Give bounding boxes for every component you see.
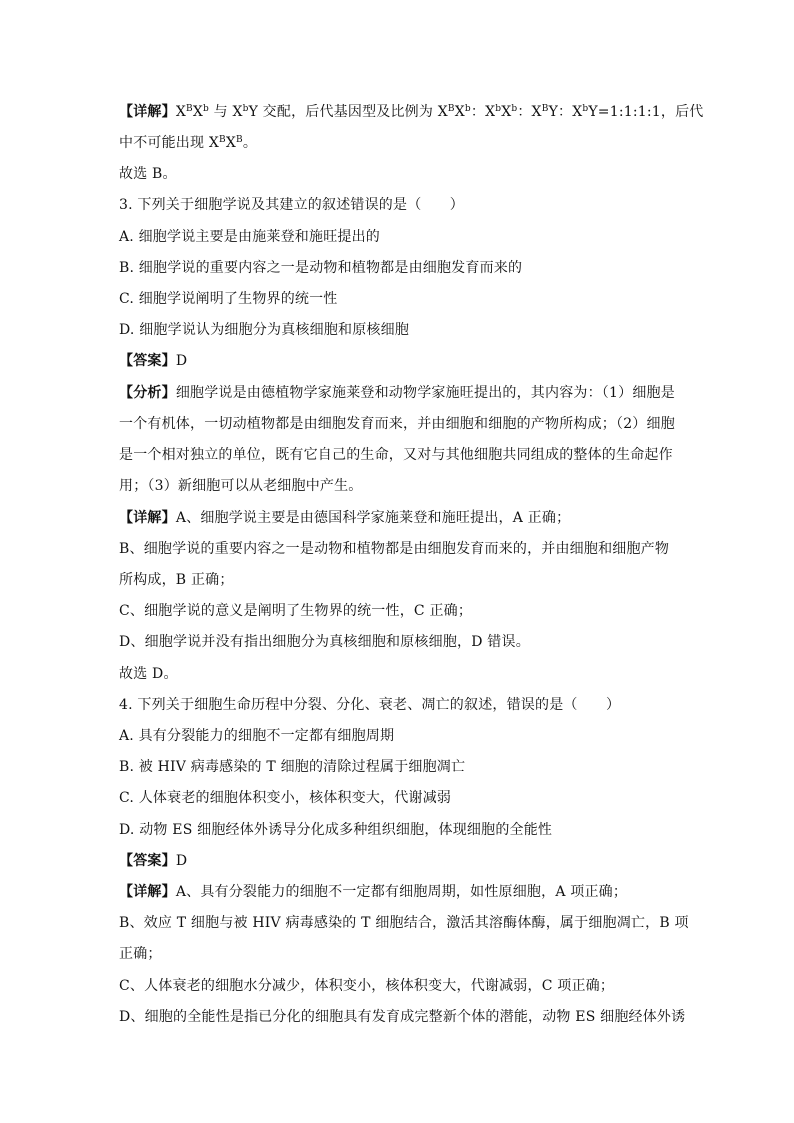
q3-detail-line-5: D、细胞学说并没有指出细胞分为真核细胞和原核细胞，D 错误。 (119, 634, 530, 650)
q3-option-d: D. 细胞学说认为细胞分为真核细胞和原核细胞 (119, 322, 410, 338)
q3-detail-line-4: C、细胞学说的意义是阐明了生物界的统一性，C 正确； (119, 603, 473, 619)
q4-answer (119, 851, 679, 871)
answer-tag: 【答案】 (119, 853, 176, 869)
choose-line-1: 故选 B。 (119, 166, 177, 182)
q4-option-b: B. 被 HIV 病毒感染的 T 细胞的清除过程属于细胞凋亡 (119, 759, 466, 775)
q4-detail-line-5: D、细胞的全能性是指已分化的细胞具有发育成完整新个体的潜能，动物 ES 细胞经体外诱 (119, 1009, 686, 1025)
q3-analysis-line-1: 【分析】细胞学说是由德植物学家施莱登和动物学家施旺提出的，其内容为：（1）细胞是 (119, 385, 675, 401)
q3-analysis-line-4: 用；（3）新细胞可以从老细胞中产生。 (119, 478, 363, 494)
q4-question: 4. 下列关于细胞生命历程中分裂、分化、衰老、凋亡的叙述，错误的是（ ） (119, 697, 621, 713)
detail-line-2: 中不可能出现 $X^BX^B$。 (119, 135, 258, 151)
answer-value: D (175, 853, 188, 869)
q3-option-a: A. 细胞学说主要是由施莱登和施旺提出的 (119, 229, 381, 245)
q3-detail-line-3: 所构成，B 正确； (119, 572, 234, 588)
detail-line-1: 【详解】$X^BX^b$ 与 $X^bY$ 交配，后代基因型及比例为 $X^BX^b$：$X^bX^b$：$X^BY$：$X^bY=1:1:1:1$，后代 (119, 104, 704, 120)
q4-option-c: C. 人体衰老的细胞体积变小，核体积变大，代谢减弱 (119, 790, 452, 806)
q4-detail-line-3: 正确； (119, 946, 162, 962)
q3-detail-line-2: B、细胞学说的重要内容之一是动物和植物都是由细胞发育而来的，并由细胞和细胞产物 (119, 541, 670, 557)
q4-detail-line-1: 【详解】A、具有分裂能力的细胞不一定都有细胞周期，如性原细胞，A 项正确； (119, 884, 628, 900)
q3-detail-line-1: 【详解】A、细胞学说主要是由德国科学家施莱登和施旺提出，A 正确； (119, 510, 571, 526)
detail-tag: 【详解】 (119, 884, 176, 900)
answer-value: D (175, 353, 188, 369)
q3-analysis-line-2: 一个有机体，一切动植物都是由细胞发育而来，并由细胞和细胞的产物所构成；（2）细胞 (119, 416, 675, 432)
q3-choose: 故选 D。 (119, 666, 178, 682)
analysis-tag: 【分析】 (119, 385, 176, 401)
q3-answer (119, 351, 679, 371)
q4-detail-line-2: B、效应 T 细胞与被 HIV 病毒感染的 T 细胞结合，激活其溶酶体酶，属于细胞凋亡，B 项 (119, 915, 689, 931)
q3-question: 3. 下列关于细胞学说及其建立的叙述错误的是（ ） (119, 197, 465, 213)
q3-analysis-line-3: 是一个相对独立的单位，既有它自己的生命，又对与其他细胞共同组成的整体的生命起作 (119, 447, 673, 463)
q4-option-d: D. 动物 ES 细胞经体外诱导分化成多种组织细胞，体现细胞的全能性 (119, 822, 553, 838)
q4-option-a: A. 具有分裂能力的细胞不一定都有细胞周期 (119, 728, 395, 744)
detail-tag: 【详解】 (119, 104, 176, 120)
q3-option-b: B. 细胞学说的重要内容之一是动物和植物都是由细胞发育而来的 (119, 260, 523, 276)
q3-option-c: C. 细胞学说阐明了生物界的统一性 (119, 291, 338, 307)
answer-tag: 【答案】 (119, 353, 176, 369)
q4-detail-line-4: C、人体衰老的细胞水分减少，体积变小，核体积变大，代谢减弱，C 项正确； (119, 978, 615, 994)
detail-tag: 【详解】 (119, 510, 176, 526)
